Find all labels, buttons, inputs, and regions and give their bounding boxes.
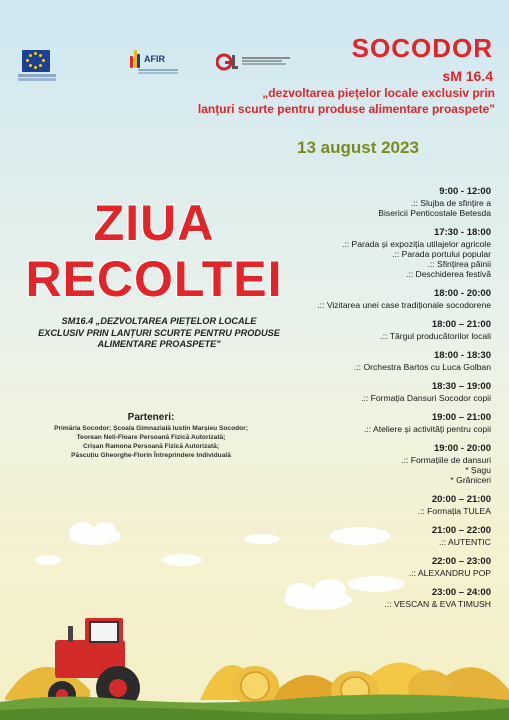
schedule-slot xyxy=(201,227,491,279)
slot-activity: .:: Târgul producătorilor locali xyxy=(380,331,491,341)
schedule-slot xyxy=(201,443,491,485)
schedule-slot xyxy=(201,381,491,403)
schedule-slot xyxy=(201,412,491,434)
schedule-slot xyxy=(201,525,491,547)
partner-line: Păscuțiu Gheorghe-Florin Întreprindere Individuală xyxy=(71,452,231,459)
slot-time: 21:00 – 22:00 xyxy=(431,525,491,536)
village-title: SOCODOR xyxy=(351,33,493,63)
event-title-line-1: ZIUA xyxy=(93,195,215,251)
gal-logo-caption xyxy=(242,56,294,65)
event-subtitle: SM16.4 „DEZVOLTAREA PIEȚELOR LOCALE EXCLUSIV PRIN LANȚURI SCURTE PENTRU PRODUSE ALIMENTARE PROASPETE" xyxy=(38,316,280,349)
project-line-2: lanțuri scurte pentru produse alimentare proaspete" xyxy=(197,102,495,116)
slot-time: 22:00 – 23:00 xyxy=(431,556,491,567)
slot-activity: .:: Formația Dansuri Socodor copii xyxy=(361,393,491,403)
slot-activity: .:: Parada și expoziția utilajelor agricole xyxy=(341,239,491,249)
slot-activity: .:: Parada portului popular xyxy=(392,249,491,259)
schedule-slot xyxy=(201,556,491,578)
slot-activity: .:: Ateliere și activități pentru copii xyxy=(363,424,491,434)
measure-code: sM 16.4 xyxy=(442,68,493,84)
slot-time: 18:00 - 20:00 xyxy=(433,288,491,299)
slot-time: 9:00 - 12:00 xyxy=(439,186,491,197)
schedule-slot xyxy=(201,186,491,218)
schedule-slot xyxy=(201,288,491,310)
slot-time: 17:30 - 18:00 xyxy=(433,227,491,238)
slot-time: 23:00 – 24:00 xyxy=(431,587,491,598)
event-date: 13 august 2023 xyxy=(297,138,419,157)
slot-time: 18:30 – 19:00 xyxy=(431,381,491,392)
slot-activity: .:: VESCAN & EVA TIMUSH xyxy=(384,599,491,609)
partner-line: Crișan Ramona Persoană Fizică Autorizată; xyxy=(82,443,220,450)
project-description xyxy=(175,85,495,117)
slot-activity: .:: Vizitarea unei case tradiționale socodorene xyxy=(317,300,491,310)
schedule-slot xyxy=(201,350,491,372)
gal-logo xyxy=(216,53,238,71)
event-title-line-2: RECOLTEI xyxy=(25,251,283,307)
slot-activity: .:: AUTENTIC xyxy=(438,537,491,547)
slot-activity: .:: Formația TULEA xyxy=(417,506,491,516)
slot-time: 19:00 - 20:00 xyxy=(433,443,491,454)
partners-heading: Parteneri: xyxy=(127,412,175,423)
afir-logo-text: AFIR xyxy=(144,54,165,64)
tractor-illustration xyxy=(48,618,140,710)
partner-line: Teorean Neli-Floare Persoană Fizică Autorizată; xyxy=(76,434,226,441)
slot-activity: * Șagu xyxy=(465,465,491,475)
project-line-1: „dezvoltarea piețelor locale exclusiv prin xyxy=(262,86,495,100)
partner-line: Primăria Socodor; Școala Gimnazială Iustin Marșieu Socodor; xyxy=(54,425,248,432)
eu-flag-logo xyxy=(22,50,50,72)
afir-logo-subtitle xyxy=(138,68,178,74)
schedule-slot xyxy=(201,319,491,341)
slot-activity: .:: Formațiile de dansuri xyxy=(401,455,491,465)
afir-logo xyxy=(130,50,165,68)
eu-logo-caption xyxy=(18,73,56,81)
slot-activity: * Grăniceri xyxy=(450,475,491,485)
slot-activity: .:: Orchestra Bartos cu Luca Golban xyxy=(353,362,491,372)
slot-time: 19:00 – 21:00 xyxy=(431,412,491,423)
slot-time: 20:00 – 21:00 xyxy=(431,494,491,505)
slot-activity: .:: Sfințirea pâinii xyxy=(427,259,491,269)
slot-time: 18:00 - 18:30 xyxy=(433,350,491,361)
slot-activity: .:: ALEXANDRU POP xyxy=(408,568,491,578)
slot-activity: .:: Slujba de sfințire a xyxy=(410,198,491,208)
slot-time: 18:00 – 21:00 xyxy=(431,319,491,330)
schedule-slot xyxy=(201,494,491,516)
program-schedule xyxy=(201,186,491,618)
schedule-slot xyxy=(201,587,491,609)
slot-activity: Bisericii Penticostale Betesda xyxy=(378,208,491,218)
slot-activity: .:: Deschiderea festivă xyxy=(405,269,491,279)
